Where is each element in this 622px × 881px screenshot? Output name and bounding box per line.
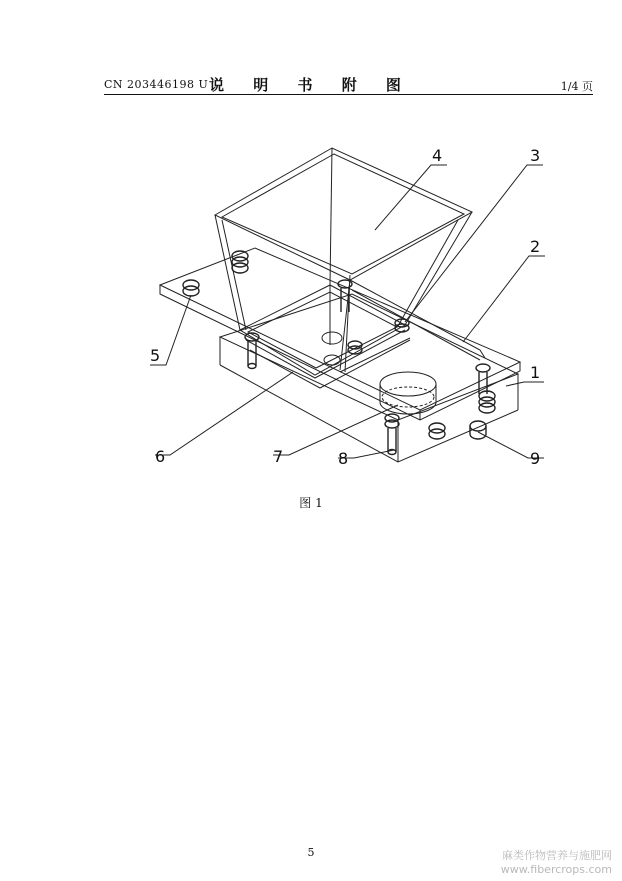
- label-7: 7: [273, 447, 284, 466]
- label-1: 1: [530, 363, 541, 382]
- label-6: 6: [155, 447, 166, 466]
- leader-lines: [150, 165, 545, 458]
- label-4: 4: [432, 146, 443, 165]
- header-doc-number: CN 203446198 U: [104, 78, 209, 91]
- watermark-line1: 麻类作物营养与施肥网: [502, 849, 612, 862]
- base-block: [220, 294, 518, 462]
- header-page-of: 1/4 页: [560, 80, 593, 93]
- label-2: 2: [530, 237, 541, 256]
- label-3: 3: [530, 146, 541, 165]
- label-9: 9: [530, 449, 541, 468]
- reference-numerals: [150, 146, 540, 468]
- label-8: 8: [338, 449, 349, 468]
- header-title: 说 明 书 附 图: [209, 76, 413, 94]
- watermark: [501, 849, 612, 877]
- plate-opening: [380, 372, 436, 414]
- figure-caption: 图 1: [299, 496, 323, 510]
- watermark-line2: www.fibercrops.com: [500, 863, 612, 876]
- label-5: 5: [150, 346, 161, 365]
- page-number: 5: [307, 846, 315, 859]
